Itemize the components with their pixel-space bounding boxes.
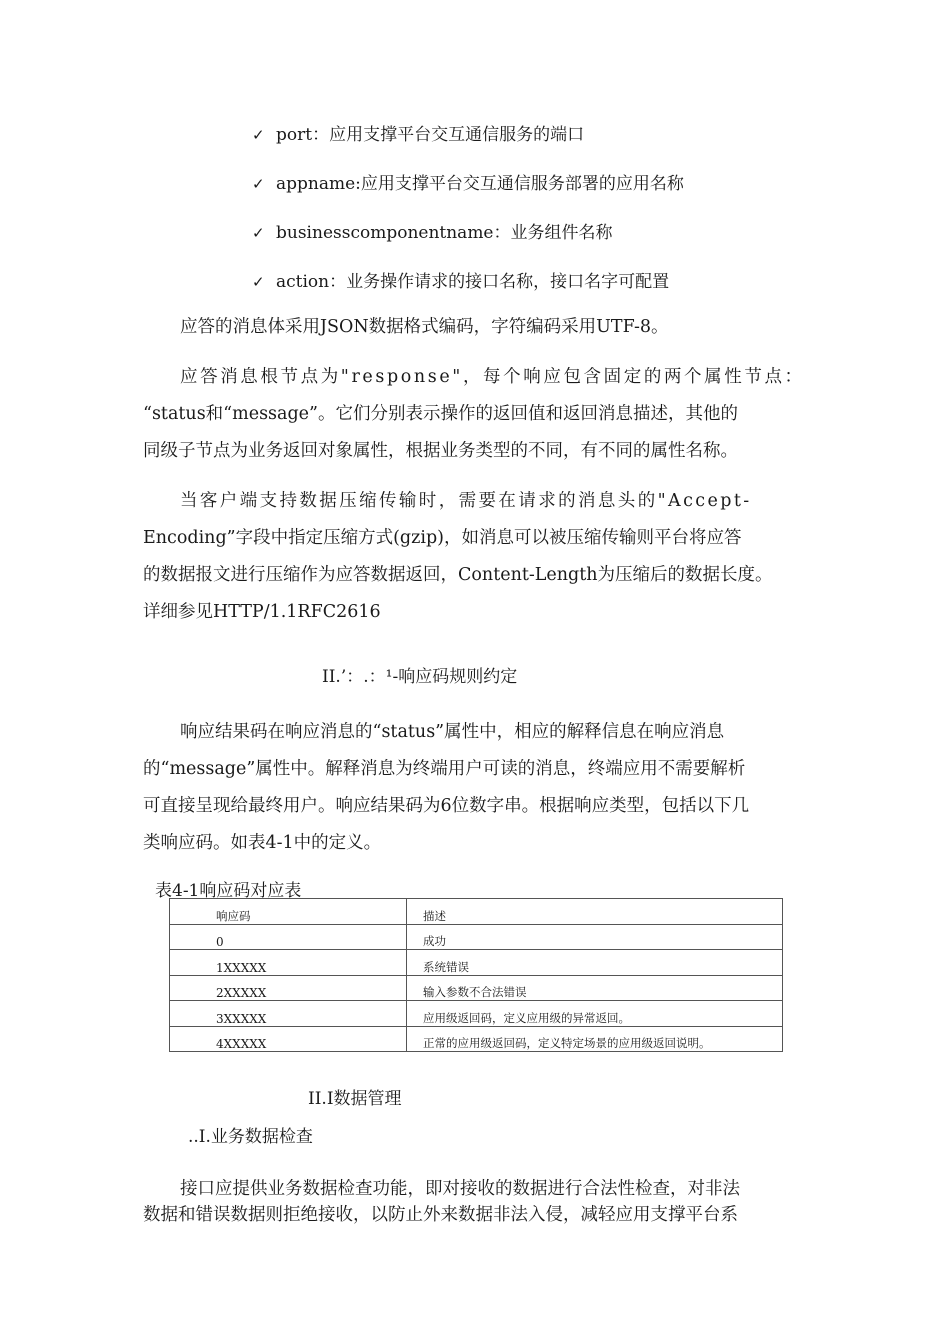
subsection-heading-business-data-check: ..I.业务数据检查 — [188, 1127, 313, 1147]
table-row — [170, 924, 783, 950]
table-cell-code: 0 — [170, 924, 407, 950]
table-row — [170, 950, 783, 976]
paragraph-response-line2: “status和“message”。它们分别表示操作的返回值和返回消息描述，其他的 — [143, 404, 738, 424]
bullet-item-businesscomponentname — [252, 218, 613, 243]
table-caption: 表4-1响应码对应表 — [155, 881, 302, 901]
paragraph-compression-line2: Encoding”字段中指定压缩方式(gzip)，如消息可以被压缩传输则平台将应答 — [143, 528, 742, 548]
table-header-row — [170, 899, 783, 925]
table-cell-description: 成功 — [407, 924, 783, 950]
paragraph-data-check-line1: 接口应提供业务数据检查功能，即对接收的数据进行合法性检查，对非法 — [180, 1179, 740, 1199]
bullet-item-action — [252, 267, 669, 292]
table-cell-description: 系统错误 — [407, 950, 783, 976]
check-icon: ✓ — [252, 126, 265, 144]
section-heading-response-code: II.’：.：¹-响应码规则约定 — [322, 667, 518, 687]
paragraph-status-line1: 响应结果码在响应消息的“status”属性中，相应的解释信息在响应消息 — [180, 722, 725, 742]
paragraph-compression-line1: 当客户端支持数据压缩传输时，需要在请求的消息头的"Accept- — [180, 491, 752, 511]
paragraph-status-line3: 可直接呈现给最终用户。响应结果码为6位数字串。根据响应类型，包括以下几 — [143, 796, 750, 816]
table-row — [170, 975, 783, 1001]
paragraph-status-line2: 的“message”属性中。解释消息为终端用户可读的消息，终端应用不需要解析 — [143, 759, 746, 779]
bullet-text: action：业务操作请求的接口名称，接口名字可配置 — [276, 272, 670, 292]
table-header-code: 响应码 — [170, 899, 407, 925]
bullet-item-port — [252, 120, 584, 145]
response-code-table — [169, 898, 783, 1052]
table-row — [170, 1026, 783, 1052]
check-icon: ✓ — [252, 224, 265, 242]
paragraph-response-line3: 同级子节点为业务返回对象属性，根据业务类型的不同，有不同的属性名称。 — [143, 441, 738, 461]
check-icon: ✓ — [252, 175, 265, 193]
table-cell-code: 2XXXXX — [170, 975, 407, 1001]
paragraph-compression-line4: 详细参见HTTP/1.1RFC2616 — [143, 602, 381, 622]
table-cell-code: 3XXXXX — [170, 1001, 407, 1027]
check-icon: ✓ — [252, 273, 265, 291]
paragraph-response-line1: 应答消息根节点为"response"，每个响应包含固定的两个属性节点： — [180, 367, 805, 387]
paragraph-data-check-line2: 数据和错误数据则拒绝接收，以防止外来数据非法入侵，减轻应用支撑平台系 — [143, 1205, 738, 1225]
table-cell-code: 4XXXXX — [170, 1026, 407, 1052]
bullet-text: appname:应用支撑平台交互通信服务部署的应用名称 — [276, 174, 684, 194]
bullet-text: businesscomponentname：业务组件名称 — [276, 223, 613, 243]
section-heading-data-management: II.I数据管理 — [308, 1089, 402, 1109]
table-cell-description: 正常的应用级返回码，定义特定场景的应用级返回说明。 — [407, 1026, 783, 1052]
bullet-text: port：应用支撑平台交互通信服务的端口 — [276, 125, 585, 145]
paragraph-json-encoding: 应答的消息体采用JSON数据格式编码，字符编码采用UTF-8。 — [180, 317, 669, 337]
table-header-description: 描述 — [407, 899, 783, 925]
paragraph-status-line4: 类响应码。如表4-1中的定义。 — [143, 833, 382, 853]
paragraph-compression-line3: 的数据报文进行压缩作为应答数据返回，Content-Length为压缩后的数据长度。 — [143, 565, 773, 585]
table-cell-code: 1XXXXX — [170, 950, 407, 976]
table-row — [170, 1001, 783, 1027]
table-cell-description: 输入参数不合法错误 — [407, 975, 783, 1001]
table-cell-description: 应用级返回码，定义应用级的异常返回。 — [407, 1001, 783, 1027]
bullet-item-appname — [252, 169, 684, 194]
